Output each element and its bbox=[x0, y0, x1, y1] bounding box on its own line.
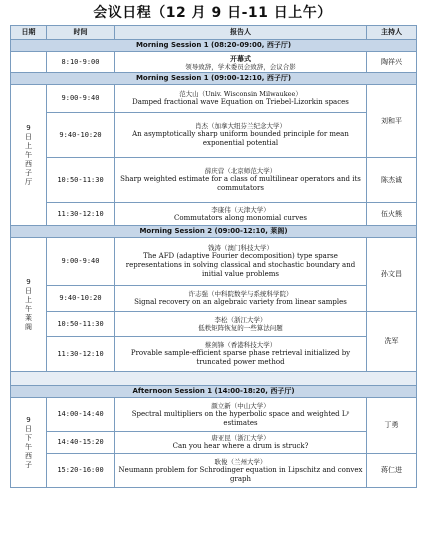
talk-title: Commutators along monomial curves bbox=[174, 213, 307, 222]
speaker-name: 许志强（中科院数学与系统科学院） bbox=[188, 290, 293, 298]
time-cell: 15:20-16:00 bbox=[47, 454, 115, 488]
chair-cell: 孙文昌 bbox=[367, 238, 417, 312]
table-row bbox=[11, 432, 417, 454]
table-row bbox=[11, 286, 417, 312]
talk-title: Provable sample-efficient sparse phase retrieval initialized by truncated power method bbox=[130, 349, 351, 366]
talk-title: Spectral multipliers on the hyperbolic space and weighted Lᵖ estimates bbox=[131, 409, 350, 427]
speaker-cell bbox=[115, 398, 367, 432]
session-row bbox=[11, 73, 417, 85]
talk-title: The AFD (adaptive Fourier decomposition) type sparse representations in solving classical and stochastic boundary and initial value problems bbox=[125, 252, 356, 278]
speaker-name: 薛庆营（北京师范大学） bbox=[204, 167, 277, 175]
header-speaker: 报告人 bbox=[115, 26, 367, 40]
talk-title: Neumann problem for Schrodinger equation in Lipschitz and convex graph bbox=[118, 465, 363, 483]
session-row bbox=[11, 40, 417, 52]
time-cell: 9:00-9:40 bbox=[47, 238, 115, 286]
session-title: Afternoon Session 1 (14:00-18:20, 西子厅) bbox=[11, 386, 417, 398]
speaker-name: 蔡剑锋（香港科技大学） bbox=[204, 341, 277, 349]
talk-title: 低秩矩阵恢复的一些算法问题 bbox=[198, 324, 283, 332]
chair-cell: 丁勇 bbox=[367, 398, 417, 454]
speaker-name: 范大山（Univ. Wisconsin Milwaukee） bbox=[179, 90, 302, 98]
chair-cell: 蒋仁进 bbox=[367, 454, 417, 488]
speaker-cell bbox=[115, 52, 367, 73]
opening-desc: 领导致辞，学术委员会致辞，会议合影 bbox=[185, 62, 296, 71]
talk-title: Sharp weighted estimate for a class of multilinear operators and its commutators bbox=[120, 175, 361, 192]
speaker-name: 钱涛（澳门科技大学） bbox=[208, 244, 273, 252]
date-cell: 9 日 上 午 西 子 厅 bbox=[11, 85, 47, 226]
speaker-cell bbox=[115, 85, 367, 113]
header-time: 时间 bbox=[47, 26, 115, 40]
schedule-table bbox=[10, 25, 417, 488]
speaker-name: 颜立新（中山大学） bbox=[211, 401, 270, 410]
session-title: Morning Session 2 (09:00-12:10, 莱阁) bbox=[11, 226, 417, 238]
time-cell: 8:10-9:00 bbox=[47, 52, 115, 73]
speaker-cell bbox=[115, 158, 367, 203]
spacer-row bbox=[11, 372, 417, 386]
header-chair: 主持人 bbox=[367, 26, 417, 40]
session-title: Morning Session 1 (08:20-09:00, 西子厅) bbox=[11, 40, 417, 52]
time-cell: 9:40-10:20 bbox=[47, 113, 115, 158]
speaker-cell bbox=[115, 113, 367, 158]
speaker-cell bbox=[115, 337, 367, 372]
speaker-cell bbox=[115, 454, 367, 488]
date-cell: 9 日 上 午 莱 阁 bbox=[11, 238, 47, 372]
speaker-cell bbox=[115, 312, 367, 337]
table-row bbox=[11, 238, 417, 286]
page-title: 会议日程（12 月 9 日-11 日上午） bbox=[93, 5, 332, 21]
table-row bbox=[11, 312, 417, 337]
time-cell: 10:50-11:30 bbox=[47, 312, 115, 337]
opening-title: 开幕式 bbox=[230, 53, 251, 63]
date-cell: 9 日 下 午 西 子 bbox=[11, 398, 47, 488]
table-row bbox=[11, 203, 417, 226]
speaker-cell bbox=[115, 203, 367, 226]
time-cell: 11:30-12:10 bbox=[47, 203, 115, 226]
chair-cell: 陶祥兴 bbox=[367, 52, 417, 73]
spacer-cell bbox=[11, 372, 417, 386]
time-cell: 11:30-12:10 bbox=[47, 337, 115, 372]
table-row bbox=[11, 337, 417, 372]
time-cell: 14:40-15:20 bbox=[47, 432, 115, 454]
speaker-name: 耿俊（兰州大学） bbox=[214, 457, 267, 466]
talk-title: Damped fractional wave Equation on Triebel-Lizorkin spaces bbox=[132, 98, 349, 106]
table-row bbox=[11, 398, 417, 432]
table-row bbox=[11, 52, 417, 73]
session-title: Morning Session 1 (09:00-12:10, 西子厅) bbox=[11, 73, 417, 85]
speaker-name: 李康伟（天津大学） bbox=[211, 205, 270, 214]
date-cell bbox=[11, 52, 47, 73]
time-cell: 10:50-11:30 bbox=[47, 158, 115, 203]
speaker-name: 肖杰（加拿大纽芬兰纪念大学） bbox=[195, 122, 286, 130]
header-row bbox=[11, 26, 417, 40]
chair-cell: 冼军 bbox=[367, 312, 417, 372]
table-row bbox=[11, 85, 417, 113]
time-cell: 14:00-14:40 bbox=[47, 398, 115, 432]
chair-cell: 刘和平 bbox=[367, 85, 417, 158]
speaker-cell bbox=[115, 432, 367, 454]
talk-title: Signal recovery on an algebraic variety from linear samples bbox=[134, 298, 347, 306]
time-cell: 9:00-9:40 bbox=[47, 85, 115, 113]
speaker-cell bbox=[115, 238, 367, 286]
time-cell: 9:40-10:20 bbox=[47, 286, 115, 312]
session-row bbox=[11, 386, 417, 398]
talk-title: Can you hear where a drum is struck? bbox=[172, 442, 309, 450]
talk-title: An asymptotically sharp uniform bounded principle for mean exponential potential bbox=[132, 130, 349, 147]
table-row bbox=[11, 454, 417, 488]
speaker-name: 唐亚昆（浙江大学） bbox=[211, 434, 270, 442]
header-date: 日期 bbox=[11, 26, 47, 40]
session-row bbox=[11, 226, 417, 238]
speaker-cell bbox=[115, 286, 367, 312]
chair-cell: 陈杰诚 bbox=[367, 158, 417, 203]
table-row bbox=[11, 158, 417, 203]
chair-cell: 伍火熊 bbox=[367, 203, 417, 226]
speaker-name: 李松（浙江大学） bbox=[214, 316, 267, 324]
table-row bbox=[11, 113, 417, 158]
